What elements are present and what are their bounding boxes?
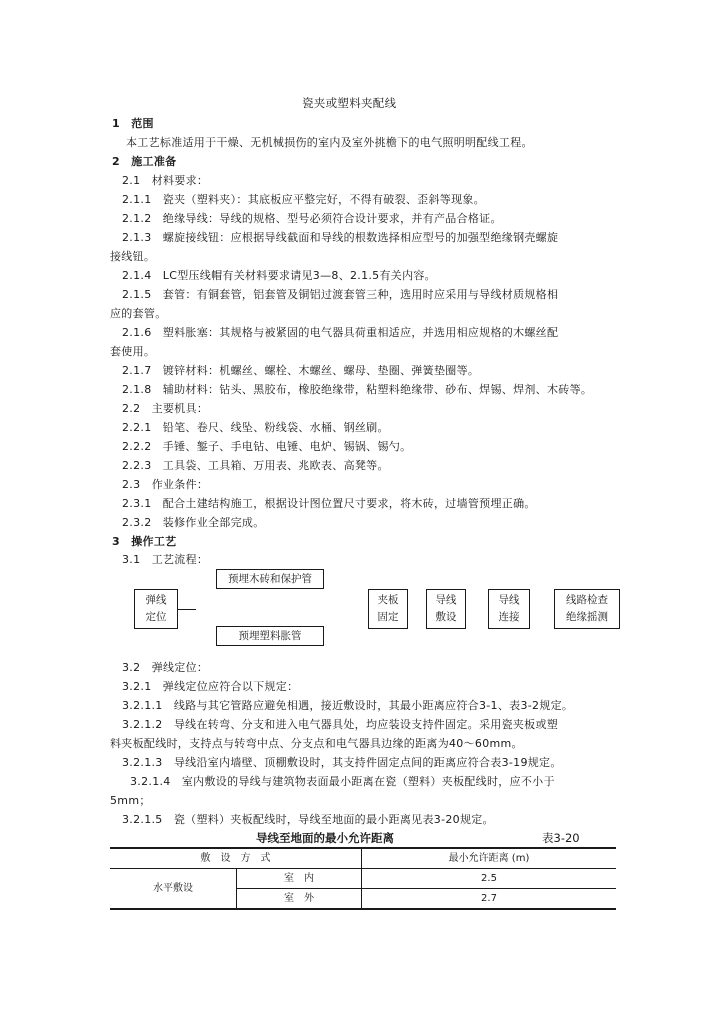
flow-box-inspection-label-1: 线路检查 (566, 594, 608, 606)
flow-box-clamp-fixing-label-2: 固定 (377, 611, 399, 623)
flow-connector (178, 609, 196, 610)
item-2-1-7: 2.1.7 镀锌材料：机螺丝、螺栓、木螺丝、螺母、垫圈、弹簧垫圈等。 (122, 364, 480, 377)
flow-box-clamp-fixing (368, 589, 408, 629)
item-2-1-8: 2.1.8 辅助材料：钻头、黑胶布，橡胶绝缘带，粘塑料绝缘带、砂布、焊锡、焊剂、木砖等。 (122, 383, 593, 396)
table-cell-place: 室 内 (284, 873, 314, 884)
item-2-1-3-cont: 接线钮。 (110, 250, 156, 263)
table-row-rule (236, 888, 616, 889)
flow-box-embed-wood (216, 569, 324, 589)
sub-3-1: 3.1 工艺流程： (122, 553, 209, 566)
flow-box-embed-anchor (216, 626, 324, 646)
item-3-2-1-4-cont: 5mm； (110, 794, 151, 807)
flow-box-inspection (554, 589, 620, 629)
item-2-2-2: 2.2.2 手锤、錾子、手电钻、电锤、电炉、锡锅、锡勺。 (122, 440, 412, 453)
table-cell-place: 室 外 (284, 893, 314, 904)
item-2-1-4: 2.1.4 LC型压线帽有关材料要求请见3—8、2.1.5有关内容。 (122, 269, 436, 282)
flow-box-wire-connection-label-1: 导线 (498, 594, 520, 606)
table-cell-value: 2.7 (481, 893, 497, 904)
item-3-2-1-2-cont: 料夹板配线时，支持点与转弯中点、分支点和电气器具边缘的距离为40～60mm。 (110, 737, 523, 750)
item-2-1-3: 2.1.3 螺旋接线钮：应根据导线截面和导线的根数选择相应型号的加强型绝缘钢壳螺旋 (122, 231, 559, 244)
item-3-2-1-5: 3.2.1.5 瓷（塑料）夹板配线时，导线至地面的最小距离见表3-20规定。 (122, 813, 494, 826)
item-3-2-1: 3.2.1 弹线定位应符合以下规定： (122, 680, 299, 693)
scope-text: 本工艺标准适用于干燥、无机械损伤的室内及室外挑檐下的电气照明明配线工程。 (126, 136, 533, 149)
item-2-1-5: 2.1.5 套管：有铜套管，铝套管及铜铝过渡套管三种，选用时应采用与导线材质规格相 (122, 288, 559, 301)
item-2-3-2: 2.3.2 装修作业全部完成。 (122, 516, 265, 529)
flow-box-line-positioning-label-1: 弹线 (145, 594, 167, 606)
item-3-2-1-1: 3.2.1.1 线路与其它管路应避免相遇，接近敷设时，其最小距离应符合3-1、表3-2规定。 (122, 699, 574, 712)
table-header-distance: 最小允许距离 (m) (448, 853, 530, 864)
table-title: 导线至地面的最小允许距离 (256, 831, 394, 845)
item-2-1-2: 2.1.2 绝缘导线：导线的规格、型号必须符合设计要求，并有产品合格证。 (122, 212, 502, 225)
table-header-rule (110, 868, 616, 869)
flow-box-wire-laying-label-2: 敷设 (435, 611, 457, 623)
item-2-1-1: 2.1.1 瓷夹（塑料夹）：其底板应平整完好，不得有破裂、歪斜等现象。 (122, 193, 485, 206)
flow-box-line-positioning-label-2: 定位 (145, 611, 167, 623)
table-group-cell: 水平敷设 (153, 883, 193, 894)
flow-box-line-positioning (134, 589, 178, 629)
sub-2-2: 2.2 主要机具： (122, 402, 209, 415)
flow-box-clamp-fixing-label-1: 夹板 (377, 594, 399, 606)
sub-2-1: 2.1 材料要求： (122, 174, 209, 187)
table-number: 表3-20 (542, 831, 580, 845)
heading-scope: 1 范围 (112, 117, 154, 130)
flow-box-wire-connection (488, 589, 530, 629)
table-top-rule (110, 847, 616, 849)
flow-box-embed-wood-label: 预埋木砖和保护管 (228, 572, 312, 585)
item-3-2-1-4: 3.2.1.4 室内敷设的导线与建筑物表面最小距离在瓷（塑料）夹板配线时，应不小于 (130, 775, 555, 788)
flow-box-inspection-label-2: 绝缘摇测 (566, 611, 608, 623)
flow-box-wire-laying (426, 589, 466, 629)
sub-3-2: 3.2 弹线定位： (122, 661, 209, 674)
item-2-3-1: 2.3.1 配合土建结构施工，根据设计图位置尺寸要求，将木砖，过墙管预埋正确。 (122, 497, 536, 510)
item-3-2-1-3: 3.2.1.3 导线沿室内墙壁、顶棚敷设时，其支持件固定点间的距离应符合表3-19规定。 (122, 756, 562, 769)
flow-box-embed-anchor-label: 预埋塑料胀管 (238, 629, 302, 642)
item-2-1-5-cont: 应的套管。 (110, 307, 167, 320)
item-2-1-6-cont: 套使用。 (110, 345, 156, 358)
heading-process: 3 操作工艺 (112, 535, 177, 548)
table-bottom-rule (110, 908, 616, 910)
item-2-1-6: 2.1.6 塑料胀塞：其规格与被紧固的电气器具荷重相适应，并选用相应规格的木螺丝配 (122, 326, 559, 339)
table-cell-value: 2.5 (481, 873, 497, 884)
flow-box-wire-connection-label-2: 连接 (498, 611, 520, 623)
heading-preparation: 2 施工准备 (112, 155, 177, 168)
flow-box-wire-laying-label-1: 导线 (435, 594, 457, 606)
item-2-2-1: 2.2.1 铅笔、卷尺、线坠、粉线袋、水桶、钢丝刷。 (122, 421, 389, 434)
item-2-2-3: 2.2.3 工具袋、工具箱、万用表、兆欧表、高凳等。 (122, 459, 389, 472)
sub-2-3: 2.3 作业条件： (122, 478, 209, 491)
table-header-method: 敷 设 方 式 (200, 853, 271, 864)
item-3-2-1-2: 3.2.1.2 导线在转弯、分支和进入电气器具处，均应装设支持件固定。采用瓷夹板或塑 (122, 718, 559, 731)
page-title: 瓷夹或塑料夹配线 (302, 96, 397, 110)
